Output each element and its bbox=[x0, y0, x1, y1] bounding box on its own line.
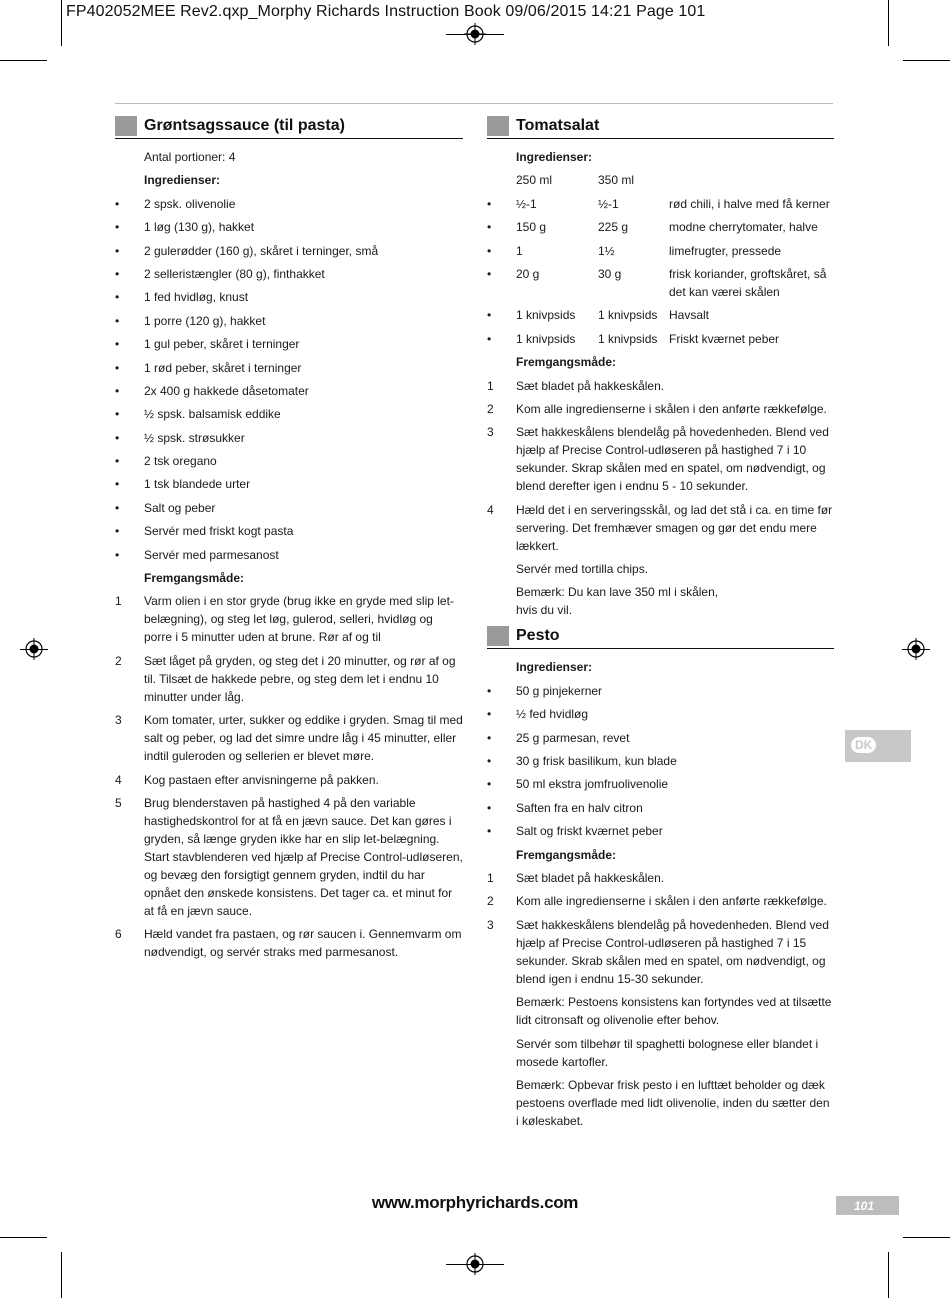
print-slug-header: FP402052MEE Rev2.qxp_Morphy Richards Instruction Book 09/06/2015 14:21 Page 101 bbox=[66, 3, 706, 20]
section-square bbox=[115, 116, 137, 136]
crop-mark bbox=[61, 0, 62, 46]
step-number: 1 bbox=[487, 870, 494, 885]
note-line: Bemærk: Du kan lave 350 ml i skålen, bbox=[516, 585, 719, 600]
method-label: Fremgangsmåde: bbox=[516, 847, 617, 862]
method-step bbox=[487, 400, 834, 418]
ingredient-item bbox=[487, 752, 834, 770]
ingredients-label: Ingredienser: bbox=[516, 660, 593, 675]
ingredient-text: frisk koriander, groftskåret, så det kan værei skålen bbox=[669, 266, 827, 299]
bullet-marker: • bbox=[487, 266, 492, 281]
ingredient-text: 2 tsk oregano bbox=[144, 454, 217, 469]
ingredient-text: 1 rød peber, skåret i terninger bbox=[144, 360, 302, 375]
ingredient-table-header bbox=[487, 171, 834, 189]
ingredient-item bbox=[115, 288, 463, 306]
quantity-250ml: 150 g bbox=[516, 220, 547, 235]
bullet-marker: • bbox=[487, 331, 492, 346]
quantity-350ml: 1½ bbox=[598, 243, 615, 258]
quantity-350ml: ½-1 bbox=[598, 196, 619, 211]
quantity-250ml: 1 knivpsids bbox=[516, 331, 576, 346]
bullet-marker: • bbox=[115, 407, 120, 422]
bullet-marker: • bbox=[115, 547, 120, 562]
bullet-marker: • bbox=[115, 477, 120, 492]
ingredient-item bbox=[115, 359, 463, 377]
bullet-marker: • bbox=[115, 313, 120, 328]
bullet-marker: • bbox=[115, 383, 120, 398]
ingredient-text: 1 tsk blandede urter bbox=[144, 477, 251, 492]
registration-line bbox=[20, 649, 48, 650]
step-text: Brug blenderstaven på hastighed 4 på den variable hastighedskontrol for at få en jævn sauce. Det kan gøres i gryden, så længe gryden ikke har en slip let-belægning. Start stavblenderen ved hjælp af Precise Control-udløseren, og bevæg den forsigtigt gennem gryden, indtil du har opnået den ønskede konsistens. Det tager ca. et minut for at få en jævn sauce. bbox=[144, 795, 463, 918]
bullet-marker: • bbox=[115, 290, 120, 305]
ingredient-table-row bbox=[487, 265, 834, 301]
ingredient-text: modne cherrytomater, halve bbox=[669, 220, 818, 235]
bullet-marker: • bbox=[115, 430, 120, 445]
section-header bbox=[487, 116, 834, 139]
ingredient-text: 2 selleristængler (80 g), finthakket bbox=[144, 266, 325, 281]
quantity-250ml: ½-1 bbox=[516, 196, 537, 211]
ingredients-label: Ingredienser: bbox=[144, 173, 221, 188]
top-rule bbox=[115, 103, 833, 104]
ingredient-text: rød chili, i halve med få kerner bbox=[669, 196, 830, 211]
step-text: Kom alle ingredienserne i skålen i den anførte rækkefølge. bbox=[516, 401, 827, 416]
step-text: Varm olien i en stor gryde (brug ikke en gryde med slip let-belægning), og steg let løg, gulerod, selleri, hvidløg og porre i 5 minutter uden at brune. Rør af og til bbox=[144, 594, 454, 645]
ingredient-text: 1 gul peber, skåret i terninger bbox=[144, 337, 300, 352]
step-text: Sæt bladet på hakkeskålen. bbox=[516, 378, 665, 393]
ingredient-item bbox=[115, 265, 463, 283]
bullet-marker: • bbox=[487, 730, 492, 745]
method-step bbox=[487, 501, 834, 555]
note-text bbox=[487, 583, 834, 619]
ingredient-text: limefrugter, pressede bbox=[669, 243, 782, 258]
section-square bbox=[487, 626, 509, 646]
method-step bbox=[487, 892, 834, 910]
ingredient-text: 30 g frisk basilikum, kun blade bbox=[516, 754, 677, 769]
bullet-marker: • bbox=[115, 454, 120, 469]
method-step bbox=[487, 916, 834, 988]
method-step bbox=[487, 377, 834, 395]
ingredient-text: 1 fed hvidløg, knust bbox=[144, 290, 249, 305]
ingredient-table-row bbox=[487, 242, 834, 260]
note-text: Bemærk: Pestoens konsistens kan fortyndes ved at tilsætte lidt citronsaft og olivenolie efter behov. bbox=[516, 995, 832, 1028]
ingredient-table-row bbox=[487, 218, 834, 236]
bullet-marker: • bbox=[115, 337, 120, 352]
crop-mark bbox=[61, 1252, 62, 1298]
bullet-marker: • bbox=[115, 243, 120, 258]
step-text: Sæt låget på gryden, og steg det i 20 minutter, og rør af og til. Tilsæt de hakkede pebre, og steg dem let i endnu 10 minutter under låg. bbox=[144, 653, 456, 704]
method-step bbox=[115, 592, 463, 646]
ingredient-item bbox=[115, 405, 463, 423]
ingredient-item bbox=[487, 682, 834, 700]
step-text: Kom alle ingredienserne i skålen i den anførte rækkefølge. bbox=[516, 894, 827, 909]
ingredient-item bbox=[115, 335, 463, 353]
method-label: Fremgangsmåde: bbox=[144, 571, 245, 586]
section-square bbox=[487, 116, 509, 136]
ingredient-item bbox=[487, 705, 834, 723]
bullet-marker: • bbox=[115, 196, 120, 211]
bullet-marker: • bbox=[487, 707, 492, 722]
ingredient-item bbox=[115, 218, 463, 236]
ingredients-label: Ingredienser: bbox=[516, 150, 593, 164]
ingredient-item bbox=[115, 195, 463, 213]
ingredient-item bbox=[115, 242, 463, 260]
bullet-marker: • bbox=[487, 777, 492, 792]
ingredient-text: ½ fed hvidløg bbox=[516, 707, 589, 722]
crop-mark bbox=[0, 1237, 47, 1238]
ingredient-text: Salt og peber bbox=[144, 500, 216, 515]
step-number: 6 bbox=[115, 927, 122, 942]
note-text: Bemærk: Opbevar frisk pesto i en lufttæt beholder og dæk pestoens overflade med lidt olivenolie, inden du sætter den i køleskabet. bbox=[516, 1077, 830, 1128]
method-step bbox=[115, 711, 463, 765]
step-number: 1 bbox=[115, 594, 122, 609]
ingredient-table-row bbox=[487, 195, 834, 213]
step-text: Hæld det i en serveringsskål, og lad det stå i ca. en time før servering. Det fremhæver smagen og gør det endu mere lækkert. bbox=[516, 502, 833, 553]
ingredient-item bbox=[115, 429, 463, 447]
ingredient-item bbox=[115, 546, 463, 564]
page-number: 101 bbox=[853, 1199, 874, 1213]
ingredient-item bbox=[487, 822, 834, 840]
step-number: 4 bbox=[487, 502, 494, 517]
method-step bbox=[115, 925, 463, 961]
quantity-350ml: 225 g bbox=[598, 220, 629, 235]
method-steps bbox=[487, 869, 834, 988]
ingredient-text: Salt og friskt kværnet peber bbox=[516, 824, 663, 839]
quantity-350ml: 1 knivpsids bbox=[598, 331, 658, 346]
serve-text: Servér med tortilla chips. bbox=[516, 562, 649, 577]
step-number: 2 bbox=[487, 401, 494, 416]
ingredient-text: 1 porre (120 g), hakket bbox=[144, 313, 266, 328]
ingredient-item bbox=[115, 452, 463, 470]
registration-line bbox=[446, 34, 504, 35]
bullet-marker: • bbox=[487, 196, 492, 211]
ingredient-text: Servér med parmesanost bbox=[144, 547, 279, 562]
note-text: Servér som tilbehør til spaghetti bolognese eller blandet i mosede kartofler. bbox=[516, 1036, 819, 1069]
crop-mark bbox=[903, 60, 950, 61]
method-steps bbox=[115, 592, 463, 961]
ingredient-text: Servér med friskt kogt pasta bbox=[144, 524, 294, 539]
column-header: 250 ml bbox=[516, 173, 553, 188]
quantity-250ml: 1 bbox=[516, 243, 523, 258]
bullet-marker: • bbox=[115, 220, 120, 235]
language-label: DK bbox=[851, 737, 876, 753]
step-text: Kom tomater, urter, sukker og eddike i gryden. Smag til med salt og peber, og lad det simre undre låg i 45 minutter, eller indtil guleroden og sellerien er blevet møre. bbox=[144, 713, 463, 764]
ingredient-text: 2 spsk. olivenolie bbox=[144, 196, 236, 211]
notes bbox=[487, 993, 834, 1130]
step-text: Hæld vandet fra pastaen, og rør saucen i. Gennemvarm om nødvendigt, og servér straks med parmesanost. bbox=[144, 927, 462, 960]
ingredient-text: 2 gulerødder (160 g), skåret i terninger, små bbox=[144, 243, 379, 258]
registration-line bbox=[446, 1264, 504, 1265]
crop-mark bbox=[888, 0, 889, 46]
bullet-marker: • bbox=[115, 360, 120, 375]
ingredient-text: 2x 400 g hakkede dåsetomater bbox=[144, 383, 309, 398]
step-text: Sæt hakkeskålens blendelåg på hovedenheden. Blend ved hjælp af Precise Control-udløseren på hastighed 7 i 15 sekunder. Skrab skålen med en spatel, om nødvendigt, og blend igen i endnu 15-30 sekunder. bbox=[516, 917, 829, 986]
step-number: 3 bbox=[115, 713, 122, 728]
bullet-marker: • bbox=[487, 243, 492, 258]
ingredient-text: Havsalt bbox=[669, 308, 710, 323]
quantity-250ml: 20 g bbox=[516, 266, 540, 281]
step-number: 3 bbox=[487, 917, 494, 932]
crop-mark bbox=[903, 1237, 950, 1238]
bullet-marker: • bbox=[487, 824, 492, 839]
column-header: 350 ml bbox=[598, 173, 635, 188]
right-column bbox=[487, 116, 834, 1135]
bullet-marker: • bbox=[487, 220, 492, 235]
ingredient-item bbox=[487, 799, 834, 817]
ingredient-text: ½ spsk. balsamisk eddike bbox=[144, 407, 281, 422]
step-number: 5 bbox=[115, 795, 122, 810]
bullet-marker: • bbox=[115, 500, 120, 515]
bullet-marker: • bbox=[487, 800, 492, 815]
section-header bbox=[487, 626, 834, 649]
step-text: Sæt hakkeskålens blendelåg på hovedenheden. Blend ved hjælp af Precise Control-udløseren på hastighed 7 i 10 sekunder. Skrap skålen med en spatel, om nødvendigt, og blend derefter igen i endnu 5 - 10 sekunder. bbox=[516, 425, 829, 494]
ingredient-text: 50 g pinjekerner bbox=[516, 683, 603, 698]
method-label: Fremgangsmåde: bbox=[516, 355, 617, 370]
ingredient-item bbox=[115, 522, 463, 540]
recipe-title: Tomatsalat bbox=[516, 117, 600, 134]
ingredient-item bbox=[115, 475, 463, 493]
section-header bbox=[115, 116, 463, 139]
method-step bbox=[115, 794, 463, 920]
method-step bbox=[487, 869, 834, 887]
method-steps bbox=[487, 377, 834, 555]
ingredient-item bbox=[115, 382, 463, 400]
recipe-title: Grøntsagssauce (til pasta) bbox=[144, 117, 345, 134]
ingredient-table bbox=[487, 195, 834, 348]
ingredient-item bbox=[487, 729, 834, 747]
bullet-marker: • bbox=[115, 524, 120, 539]
step-number: 3 bbox=[487, 425, 494, 440]
bullet-marker: • bbox=[115, 266, 120, 281]
crop-mark bbox=[0, 60, 47, 61]
quantity-350ml: 1 knivpsids bbox=[598, 308, 658, 323]
step-text: Kog pastaen efter anvisningerne på pakken. bbox=[144, 772, 379, 787]
bullet-marker: • bbox=[487, 308, 492, 323]
ingredient-text: ½ spsk. strøsukker bbox=[144, 430, 245, 445]
ingredient-text: 25 g parmesan, revet bbox=[516, 730, 630, 745]
ingredient-item bbox=[115, 499, 463, 517]
ingredient-item bbox=[115, 312, 463, 330]
note-line: hvis du vil. bbox=[516, 603, 573, 618]
step-number: 2 bbox=[487, 894, 494, 909]
method-step bbox=[115, 652, 463, 706]
crop-mark bbox=[888, 1252, 889, 1298]
bullet-marker: • bbox=[487, 754, 492, 769]
step-number: 2 bbox=[115, 653, 122, 668]
language-tab bbox=[845, 730, 911, 762]
ingredient-text: 50 ml ekstra jomfruolivenolie bbox=[516, 777, 669, 792]
ingredient-text: 1 løg (130 g), hakket bbox=[144, 220, 255, 235]
method-step bbox=[115, 771, 463, 789]
quantity-350ml: 30 g bbox=[598, 266, 622, 281]
left-column bbox=[115, 116, 463, 967]
ingredient-table-row bbox=[487, 306, 834, 324]
portions-text: Antal portioner: 4 bbox=[144, 150, 236, 164]
quantity-250ml: 1 knivpsids bbox=[516, 308, 576, 323]
ingredient-text: Friskt kværnet peber bbox=[669, 331, 780, 346]
bullet-marker: • bbox=[487, 683, 492, 698]
page-number-tab bbox=[836, 1196, 899, 1215]
registration-line bbox=[902, 649, 930, 650]
ingredient-list bbox=[115, 195, 463, 564]
ingredient-item bbox=[487, 775, 834, 793]
method-step bbox=[487, 423, 834, 495]
footer-website: www.morphyrichards.com bbox=[371, 1193, 579, 1212]
ingredient-list bbox=[487, 682, 834, 840]
step-text: Sæt bladet på hakkeskålen. bbox=[516, 870, 665, 885]
step-number: 4 bbox=[115, 772, 122, 787]
recipe-title: Pesto bbox=[516, 627, 560, 645]
ingredient-text: Saften fra en halv citron bbox=[516, 800, 643, 815]
step-number: 1 bbox=[487, 378, 494, 393]
ingredient-table-row bbox=[487, 330, 834, 348]
